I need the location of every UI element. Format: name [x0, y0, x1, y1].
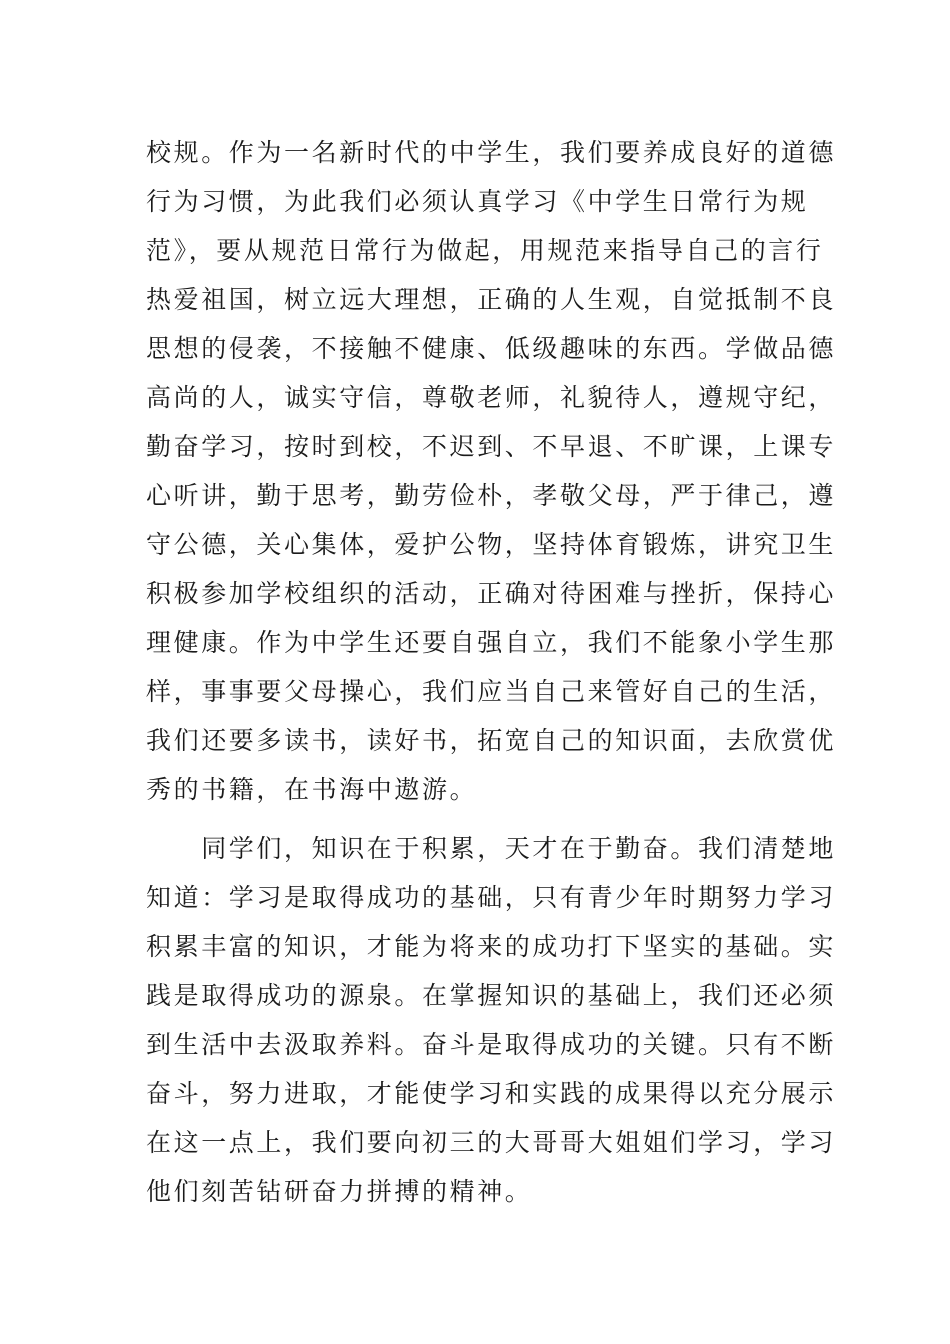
- text-line: 秀的书籍，在书海中遨游。: [146, 775, 478, 804]
- text-line: 校规。作为一名新时代的中学生，我们要养成良好的道德: [146, 138, 837, 167]
- text-line: 同学们，知识在于积累，天才在于勤奋。我们清楚地: [146, 834, 837, 863]
- text-line: 勤奋学习，按时到校，不迟到、不早退、不旷课，上课专: [146, 432, 837, 461]
- text-line: 在这一点上，我们要向初三的大哥哥大姐姐们学习，学习: [146, 1128, 837, 1157]
- text-line: 守公德，关心集体，爱护公物，坚持体育锻炼，讲究卫生: [146, 530, 837, 559]
- text-line: 奋斗，努力进取，才能使学习和实践的成果得以充分展示: [146, 1079, 837, 1108]
- text-line: 心听讲，勤于思考，勤劳俭朴，孝敬父母，严于律己，遵: [146, 481, 837, 510]
- text-line: 范》，要从规范日常行为做起，用规范来指导自己的言行: [146, 236, 824, 265]
- text-line: 样，事事要父母操心，我们应当自己来管好自己的生活，: [146, 677, 837, 706]
- text-line: 行为习惯，为此我们必须认真学习《中学生日常行为规: [146, 187, 809, 216]
- text-line: 高尚的人，诚实守信，尊敬老师，礼貌待人，遵规守纪，: [146, 383, 837, 412]
- text-line: 我们还要多读书，读好书，拓宽自己的知识面，去欣赏优: [146, 726, 837, 755]
- text-line: 积累丰富的知识，才能为将来的成功打下坚实的基础。实: [146, 932, 837, 961]
- paragraph-2: [146, 824, 837, 1216]
- text-line: 理健康。作为中学生还要自强自立，我们不能象小学生那: [146, 628, 837, 657]
- text-line: 热爱祖国，树立远大理想，正确的人生观，自觉抵制不良: [146, 285, 837, 314]
- text-line: 思想的侵袭，不接触不健康、低级趣味的东西。学做品德: [146, 334, 837, 363]
- paragraph-1: [146, 128, 837, 814]
- text-line: 他们刻苦钻研奋力拼搏的精神。: [146, 1177, 533, 1206]
- text-line: 践是取得成功的源泉。在掌握知识的基础上，我们还必须: [146, 981, 837, 1010]
- text-line: 积极参加学校组织的活动，正确对待困难与挫折，保持心: [146, 579, 837, 608]
- text-line: 知道：学习是取得成功的基础，只有青少年时期努力学习: [146, 883, 837, 912]
- text-line: 到生活中去汲取养料。奋斗是取得成功的关键。只有不断: [146, 1030, 837, 1059]
